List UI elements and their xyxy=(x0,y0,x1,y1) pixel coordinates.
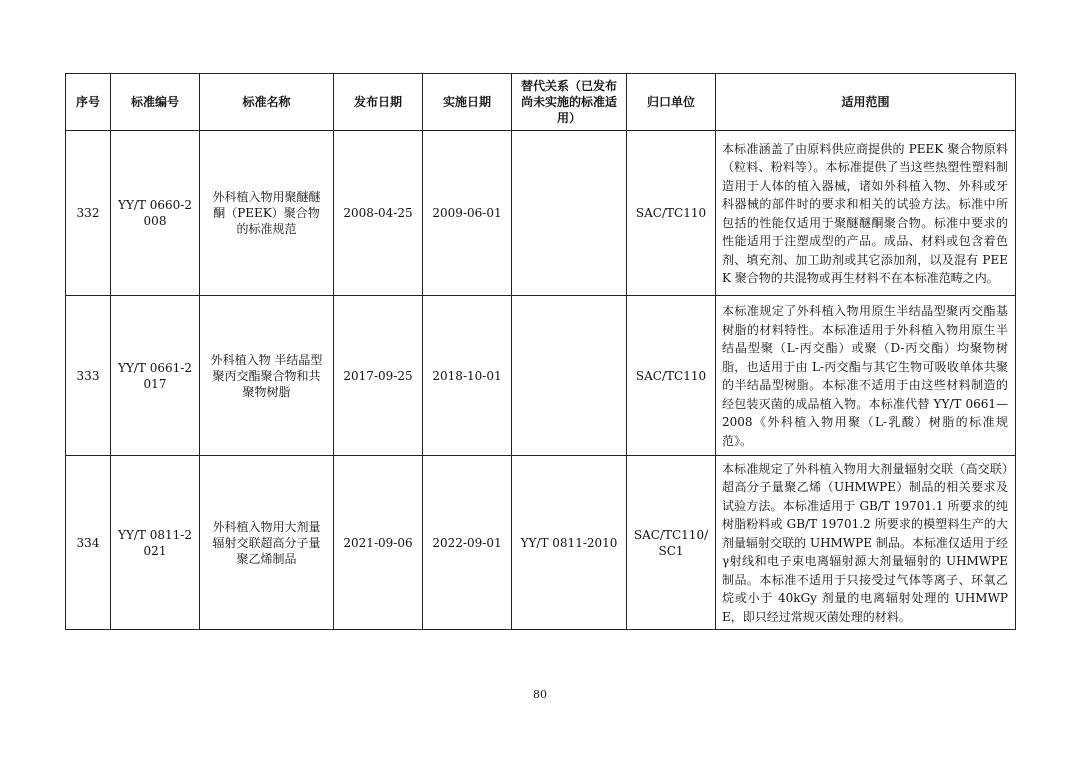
cell-release-date: 2008-04-25 xyxy=(334,131,423,296)
cell-release-date: 2017-09-25 xyxy=(334,296,423,456)
table-row xyxy=(66,456,1016,630)
header-name: 标准名称 xyxy=(200,74,334,131)
header-seq: 序号 xyxy=(66,74,111,131)
cell-seq: 332 xyxy=(66,131,111,296)
cell-name: 外科植入物 半结晶型聚丙交酯聚合物和共聚物树脂 xyxy=(200,296,334,456)
header-replacement: 替代关系（已发布尚未实施的标准适用） xyxy=(512,74,627,131)
page-number: 80 xyxy=(533,688,547,701)
cell-release-date: 2021-09-06 xyxy=(334,456,423,630)
cell-seq: 333 xyxy=(66,296,111,456)
cell-effective-date: 2018-10-01 xyxy=(423,296,512,456)
cell-name: 外科植入物用大剂量辐射交联超高分子量聚乙烯制品 xyxy=(200,456,334,630)
cell-code: YY/T 0811-2021 xyxy=(111,456,200,630)
cell-scope: 本标准涵盖了由原料供应商提供的 PEEK 聚合物原料（粒料、粉料等）。本标准提供了当这些热塑性塑料制造用于人体的植入器械，诸如外科植入物、外科或牙科器械的部件时的要求和相关的试验方法。标准中所包括的性能仅适用于聚醚醚酮聚合物。标准中要求的性能适用于注塑成型的产品。成品、材料或包含着色剂、填充剂、加工助剂或其它添加剂，以及混有 PEEK 聚合物的共混物或再生材料不在本标准范畴之内。 xyxy=(716,131,1016,296)
cell-code: YY/T 0660-2008 xyxy=(111,131,200,296)
cell-scope: 本标准规定了外科植入物用大剂量辐射交联（高交联）超高分子量聚乙烯（UHMWPE）制品的相关要求及试验方法。本标准适用于 GB/T 19701.1 所要求的纯树脂粉料或 GB/T 19701.2 所要求的模塑料生产的大剂量辐射交联的 UHMWPE 制品。本标准仅适用于经γ射线和电子束电离辐射源大剂量辐射的 UHMWPE 制品。本标准不适用于只接受过气体等离子、环氧乙烷或小于 40kGy 剂量的电离辐射处理的 UHMWPE，即只经过常规灭菌处理的材料。 xyxy=(716,456,1016,630)
table-row xyxy=(66,296,1016,456)
cell-unit: SAC/TC110/SC1 xyxy=(627,456,716,630)
header-unit: 归口单位 xyxy=(627,74,716,131)
cell-effective-date: 2022-09-01 xyxy=(423,456,512,630)
cell-unit: SAC/TC110 xyxy=(627,296,716,456)
cell-unit: SAC/TC110 xyxy=(627,131,716,296)
header-scope: 适用范围 xyxy=(716,74,1016,131)
standards-table xyxy=(65,73,1016,630)
cell-replacement: YY/T 0811-2010 xyxy=(512,456,627,630)
cell-scope: 本标准规定了外科植入物用原生半结晶型聚丙交酯基树脂的材料特性。本标准适用于外科植入物用原生半结晶型聚（L-丙交酯）或聚（D-丙交酯）均聚物树脂，也适用于由 L-丙交酯与其它生物可吸收单体共聚的半结晶型树脂。本标准不适用于由这些材料制造的经包装灭菌的成品植入物。本标准代替 YY/T 0661—2008《外科植入物用聚（L-乳酸）树脂的标准规范》。 xyxy=(716,296,1016,456)
header-release-date: 发布日期 xyxy=(334,74,423,131)
cell-code: YY/T 0661-2017 xyxy=(111,296,200,456)
cell-seq: 334 xyxy=(66,456,111,630)
header-row xyxy=(66,74,1016,131)
table-row xyxy=(66,131,1016,296)
cell-replacement xyxy=(512,131,627,296)
header-code: 标准编号 xyxy=(111,74,200,131)
cell-replacement xyxy=(512,296,627,456)
cell-name: 外科植入物用聚醚醚酮（PEEK）聚合物的标准规范 xyxy=(200,131,334,296)
cell-effective-date: 2009-06-01 xyxy=(423,131,512,296)
header-effective-date: 实施日期 xyxy=(423,74,512,131)
